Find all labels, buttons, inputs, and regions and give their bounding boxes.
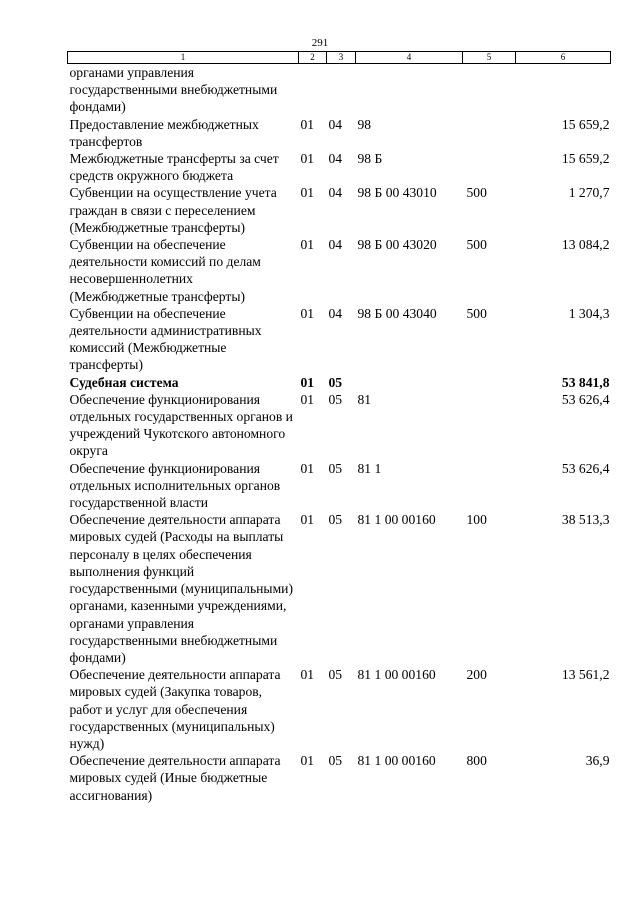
- table-body: [68, 64, 611, 804]
- cell-expense-type: [463, 150, 516, 184]
- cell-section: 01: [300, 667, 315, 683]
- cell-section: 01: [300, 391, 315, 407]
- cell-amount: 15 659,2: [561, 151, 610, 167]
- table-row: [68, 184, 611, 236]
- cell-target-article: 98 Б: [357, 151, 383, 167]
- cell-name: Обеспечение деятельности аппарата мировых судей (Иные бюджетные ассигнования): [69, 753, 281, 803]
- column-header-amount: 6: [516, 52, 611, 64]
- column-header-target-article: 4: [356, 52, 463, 64]
- table-row: [68, 305, 611, 374]
- cell-section: 01: [300, 116, 315, 132]
- budget-table: [67, 51, 611, 804]
- cell-amount: 1 270,7: [568, 185, 610, 201]
- cell-section: 01: [300, 460, 315, 476]
- cell-target-article: [356, 64, 463, 116]
- cell-expense-type: [463, 391, 516, 460]
- cell-name: органами управления государственными внебюджетными фондами): [69, 65, 278, 115]
- cell-amount: 38 513,3: [561, 512, 610, 528]
- table-row: [68, 150, 611, 184]
- cell-subsection: 05: [328, 753, 343, 769]
- table-row: [68, 391, 611, 460]
- cell-subsection: 04: [328, 305, 343, 321]
- cell-amount: 53 841,8: [561, 374, 610, 390]
- cell-target-article: 98 Б 00 43040: [357, 305, 437, 321]
- cell-amount: 15 659,2: [561, 116, 610, 132]
- cell-section: 01: [300, 305, 315, 321]
- column-header-section: 2: [299, 52, 327, 64]
- column-header-name: 1: [68, 52, 299, 64]
- table-row: [68, 666, 611, 752]
- cell-expense-type: 800: [466, 753, 487, 769]
- cell-subsection: 05: [328, 667, 343, 683]
- cell-target-article: 98 Б 00 43020: [357, 237, 437, 253]
- cell-subsection: 04: [328, 237, 343, 253]
- cell-subsection: [327, 64, 356, 116]
- cell-expense-type: 500: [466, 305, 487, 321]
- column-header-expense-type: 5: [463, 52, 516, 64]
- table-row: [68, 374, 611, 391]
- cell-target-article: 81 1 00 00160: [357, 512, 436, 528]
- cell-expense-type: 200: [466, 667, 487, 683]
- cell-subsection: 05: [328, 374, 343, 390]
- table-row: [68, 511, 611, 666]
- cell-amount: 53 626,4: [561, 391, 610, 407]
- table-row: [68, 64, 611, 116]
- cell-name: Субвенции на осуществление учета граждан в связи с переселением (Межбюджетные трансферты): [69, 185, 277, 235]
- cell-expense-type: [463, 116, 516, 150]
- cell-target-article: 98: [357, 116, 372, 132]
- cell-target-article: [356, 374, 463, 391]
- cell-subsection: 05: [328, 512, 343, 528]
- cell-target-article: 98 Б 00 43010: [357, 185, 437, 201]
- cell-name: Предоставление межбюджетных трансфертов: [69, 116, 259, 149]
- cell-section: 01: [300, 512, 315, 528]
- cell-amount: 13 561,2: [561, 667, 610, 683]
- cell-amount: 13 084,2: [561, 237, 610, 253]
- cell-subsection: 04: [328, 185, 343, 201]
- cell-name: Межбюджетные трансферты за счет средств окружного бюджета: [69, 151, 279, 184]
- cell-expense-type: 500: [466, 185, 487, 201]
- cell-name: Обеспечение функционирования отдельных государственных органов и учреждений Чукотского автономного округа: [69, 391, 293, 459]
- table-row: [68, 752, 611, 804]
- cell-section: 01: [300, 374, 315, 390]
- cell-expense-type: [463, 64, 516, 116]
- cell-name: Обеспечение деятельности аппарата мировых судей (Расходы на выплаты персоналу в целях обеспечения выполнения функций государственными (муниципальными) органами, казенными учреждениями, органами управления государственными внебюджетными фондами): [69, 512, 293, 665]
- cell-expense-type: [463, 460, 516, 512]
- cell-section: 01: [300, 151, 315, 167]
- cell-target-article: 81 1: [357, 460, 382, 476]
- cell-name: Субвенции на обеспечение деятельности комиссий по делам несовершеннолетних (Межбюджетные трансферты): [69, 237, 261, 304]
- cell-amount: 1 304,3: [568, 305, 610, 321]
- cell-expense-type: 100: [466, 512, 487, 528]
- cell-expense-type: [463, 374, 516, 391]
- cell-section: 01: [300, 237, 315, 253]
- table-row: [68, 460, 611, 512]
- table-row: [68, 236, 611, 305]
- cell-name: Судебная система: [69, 374, 179, 390]
- cell-section: 01: [300, 753, 315, 769]
- cell-section: [299, 64, 327, 116]
- cell-subsection: 05: [328, 391, 343, 407]
- cell-amount: 36,9: [585, 753, 610, 769]
- cell-name: Обеспечение функционирования отдельных исполнительных органов государственной власти: [69, 460, 281, 511]
- cell-amount: [516, 64, 611, 116]
- column-header-subsection: 3: [327, 52, 356, 64]
- cell-subsection: 04: [328, 151, 343, 167]
- cell-section: 01: [300, 185, 315, 201]
- cell-subsection: 04: [328, 116, 343, 132]
- cell-subsection: 05: [328, 460, 343, 476]
- page-number: 291: [311, 37, 329, 49]
- column-number-row: [68, 52, 611, 64]
- table-row: [68, 116, 611, 150]
- table-header: [68, 52, 611, 64]
- cell-amount: 53 626,4: [561, 460, 610, 476]
- cell-expense-type: 500: [466, 237, 487, 253]
- cell-target-article: 81: [357, 391, 372, 407]
- cell-target-article: 81 1 00 00160: [357, 753, 436, 769]
- cell-name: Субвенции на обеспечение деятельности административных комиссий (Межбюджетные трансферты): [69, 305, 262, 373]
- cell-target-article: 81 1 00 00160: [357, 667, 436, 683]
- cell-name: Обеспечение деятельности аппарата мировых судей (Закупка товаров, работ и услуг для обеспечения государственных (муниципальных) нужд): [69, 667, 281, 751]
